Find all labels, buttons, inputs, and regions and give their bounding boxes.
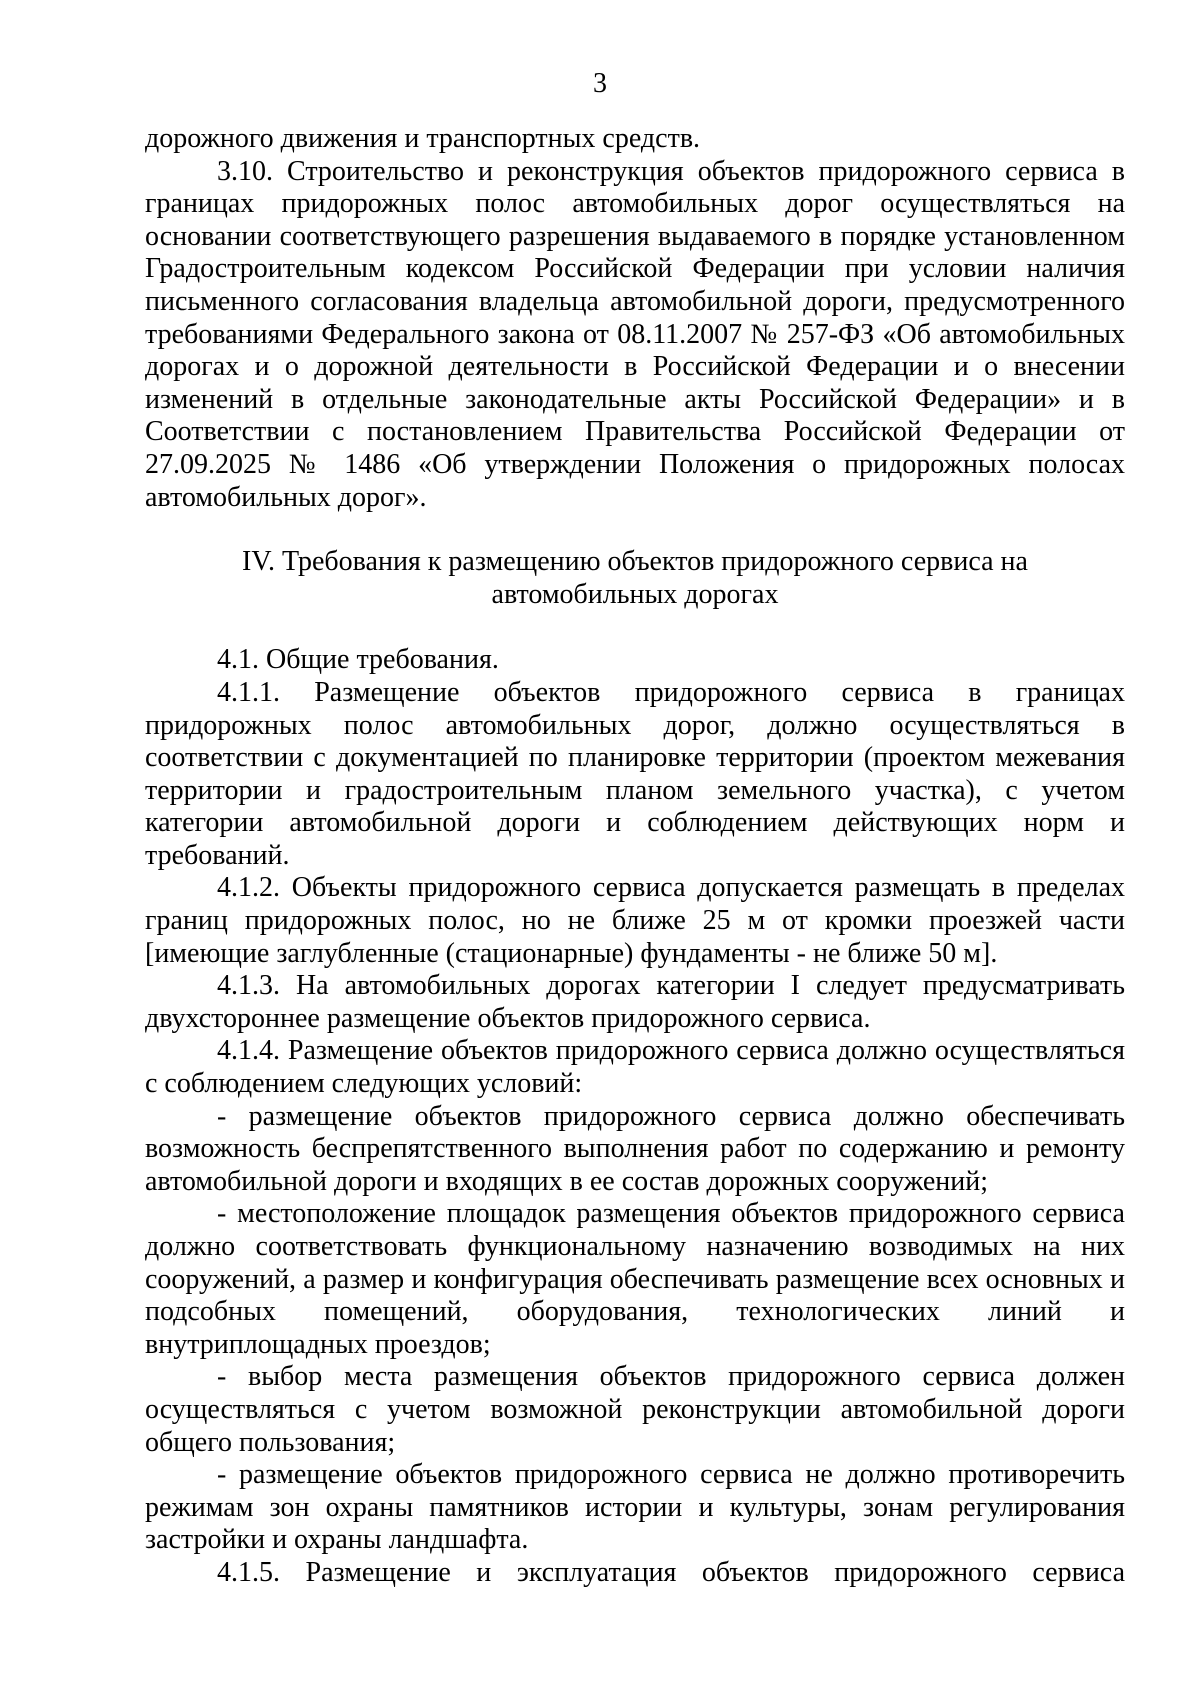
paragraph-4-1-1: 4.1.1. Размещение объектов придорожного сервиса в границах придорожных полос автомобильных дорог, должно осуществляться в соответствии с документацией по планировке территории (проектом межевания территории и градостроительным планом земельного участка), с учетом категории автомобильной дороги и соблюдением действующих норм и требований. <box>145 676 1125 871</box>
paragraph-4-1-3: 4.1.3. На автомобильных дорогах категории I следует предусматривать двухстороннее размещение объектов придорожного сервиса. <box>145 970 1125 1034</box>
list-item: - выбор места размещения объектов придорожного сервиса должен осуществляться с учетом возможной реконструкции автомобильной дороги общего пользования; <box>145 1361 1125 1458</box>
list-item: - размещение объектов придорожного сервиса должно обеспечивать возможность беспрепятственного выполнения работ по содержанию и ремонту автомобильной дороги и входящих в ее состав дорожных сооружений; <box>145 1100 1125 1197</box>
list-item: - местоположение площадок размещения объектов придорожного сервиса должно соответствовать функциональному назначению возводимых на них сооружений, а размер и конфигурация обеспечивать размещение всех основных и подсобных помещений, оборудования, технологических линий и внутриплощадных проездов; <box>145 1198 1125 1360</box>
paragraph-4-1: 4.1. Общие требования. <box>217 644 499 676</box>
document-body <box>145 123 1125 1590</box>
paragraph-4-1-5: 4.1.5. Размещение и эксплуатация объектов придорожного сервиса <box>217 1556 1125 1588</box>
page-number: 3 <box>593 68 607 99</box>
paragraph-3-10: 3.10. Строительство и реконструкция объектов придорожного сервиса в границах придорожных полос автомобильных дорог осуществляться на основании соответствующего разрешения выдаваемого в порядке установленном Градостроительным кодексом Российской Федерации при условии наличия письменного согласования владельца автомобильной дороги, предусмотренного требованиями Федерального закона от 08.11.2007 № 257-ФЗ «Об автомобильных дорогах и о дорожной деятельности в Российской Федерации и о внесении изменений в отдельные законодательные акты Российской Федерации» и в Соответствии с постановлением Правительства Российской Федерации от 27.09.2025 № 1486 «Об утверждении Положения о придорожных полосах автомобильных дорог». <box>145 155 1125 513</box>
paragraph-continuation: дорожного движения и транспортных средств. <box>145 123 701 154</box>
list-item: - размещение объектов придорожного сервиса не должно противоречить режимам зон охраны памятников истории и культуры, зонам регулирования застройки и охраны ландшафта. <box>145 1459 1125 1556</box>
section-heading <box>145 546 1125 611</box>
section-heading-line-1: IV. Требования к размещению объектов придорожного сервиса на <box>242 546 1028 578</box>
paragraph-4-1-2: 4.1.2. Объекты придорожного сервиса допускается размещать в пределах границ придорожных полос, но не ближе 25 м от кромки проезжей части [имеющие заглубленные (стационарные) фундаменты - не ближе 50 м]. <box>145 872 1125 969</box>
section-heading-line-2: автомобильных дорогах <box>491 578 779 610</box>
paragraph-4-1-4: 4.1.4. Размещение объектов придорожного сервиса должно осуществляться с соблюдением следующих условий: <box>145 1035 1125 1100</box>
